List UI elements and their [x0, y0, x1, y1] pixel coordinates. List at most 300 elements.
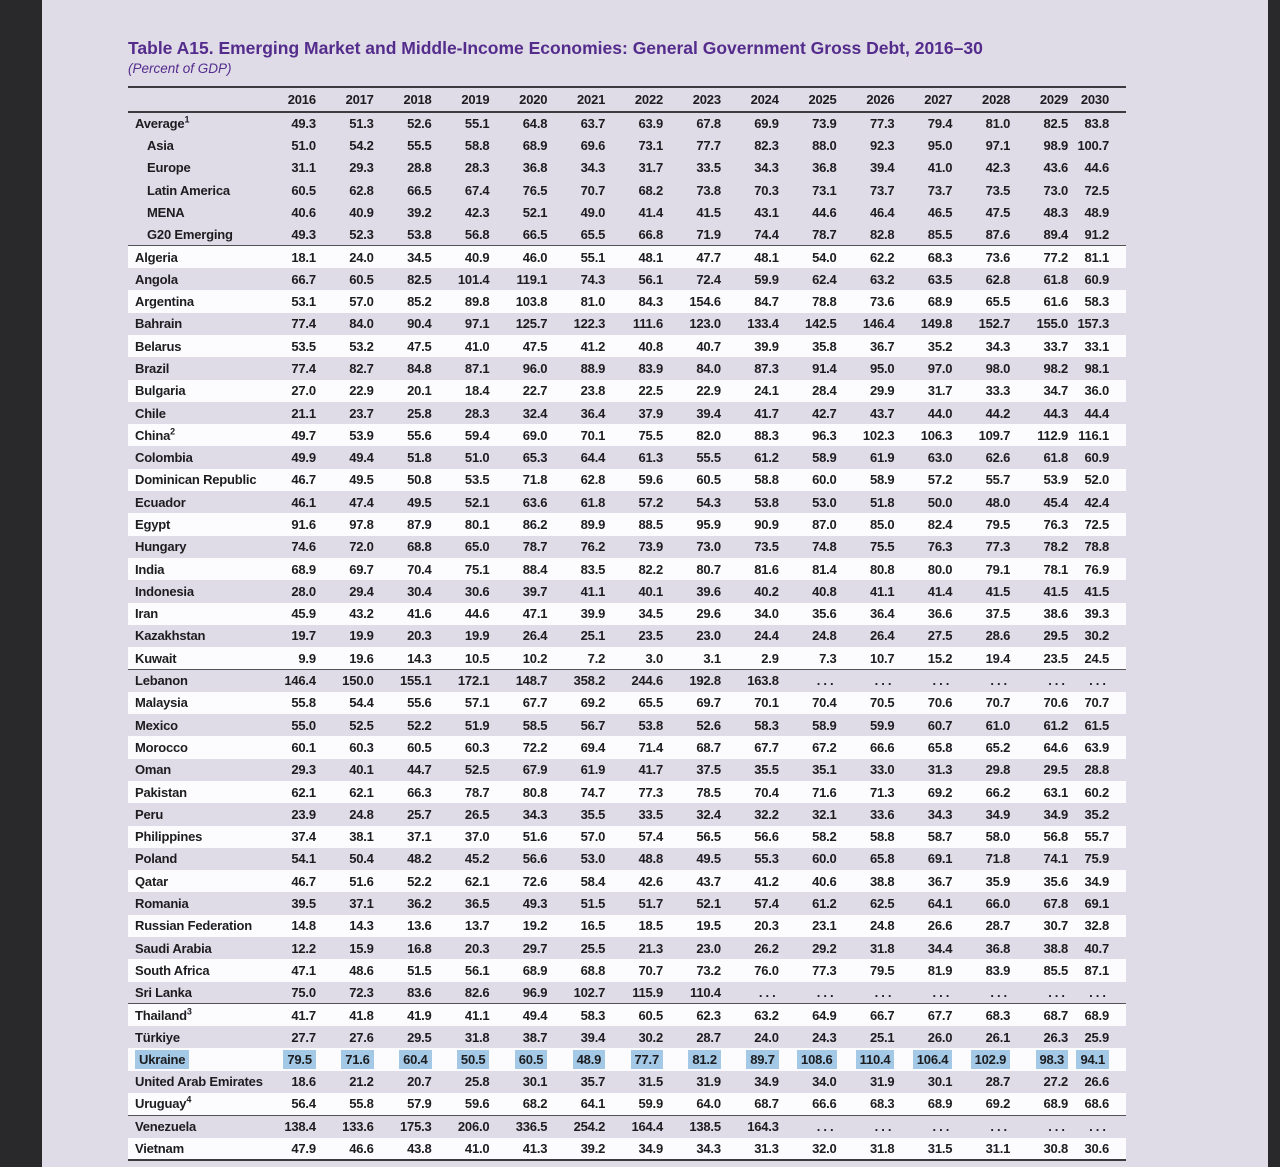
value-text: 70.7	[580, 182, 606, 198]
value-text: 34.7	[1043, 383, 1069, 399]
value-text: 62.1	[291, 784, 316, 800]
value-cell	[1010, 803, 1068, 825]
value-text: 26.1	[985, 1029, 1011, 1045]
value-cell	[605, 335, 663, 357]
value-cell	[605, 781, 663, 803]
value-cell	[316, 736, 374, 758]
value-text: 69.4	[580, 739, 606, 755]
value-cell	[605, 1138, 663, 1160]
value-text: ...	[758, 984, 779, 1000]
value-cell	[489, 1004, 547, 1026]
value-text: 73.9	[812, 116, 837, 132]
value-cell	[374, 268, 432, 290]
value-cell	[1068, 803, 1126, 825]
value-text: 41.6	[407, 606, 432, 622]
value-text: ...	[990, 984, 1011, 1000]
value-cell	[547, 982, 605, 1004]
value-cell	[316, 826, 374, 848]
value-text: 77.7	[696, 137, 721, 153]
value-text: 24.8	[812, 628, 837, 644]
year-header: 2030	[1068, 87, 1126, 112]
label-text: China$^2$	[135, 426, 175, 443]
value-cell	[432, 313, 490, 335]
value-cell	[489, 692, 547, 714]
value-cell	[1068, 1138, 1126, 1160]
value-cell	[837, 313, 895, 335]
value-cell	[663, 1138, 721, 1160]
value-text: 52.2	[407, 717, 432, 733]
value-text: 68.9	[1084, 1007, 1109, 1023]
value-cell	[258, 669, 316, 691]
value-cell	[721, 1115, 779, 1137]
table-row	[128, 268, 1126, 290]
value-text: 102.3	[862, 427, 895, 443]
value-text: 58.9	[812, 717, 837, 733]
value-cell	[1010, 669, 1068, 691]
label-text: Malaysia	[135, 695, 188, 711]
value-text: 23.5	[1043, 650, 1069, 666]
value-text: 33.6	[869, 806, 895, 822]
value-text: ...	[1048, 984, 1069, 1000]
value-text: 29.5	[407, 1029, 432, 1045]
value-text: 61.6	[1043, 294, 1069, 310]
value-text: 40.1	[638, 583, 664, 599]
value-cell	[258, 937, 316, 959]
value-cell	[1068, 469, 1126, 491]
value-text: 33.5	[696, 160, 721, 176]
value-text: 62.3	[696, 1007, 721, 1023]
value-cell	[432, 134, 490, 156]
value-cell	[1068, 1004, 1126, 1026]
value-cell	[605, 424, 663, 446]
row-label	[128, 290, 258, 312]
value-cell	[779, 290, 837, 312]
value-text: 69.9	[754, 116, 779, 132]
value-text: 115.9	[632, 984, 664, 1000]
value-text: 57.2	[927, 472, 953, 488]
value-text: 63.9	[1084, 739, 1109, 755]
label-text: Chile	[135, 405, 166, 421]
value-text: 69.0	[522, 427, 548, 443]
value-cell	[779, 781, 837, 803]
value-cell	[894, 201, 952, 223]
value-text: 64.9	[812, 1007, 837, 1023]
year-header: 2018	[374, 87, 432, 112]
value-text: 23.8	[580, 383, 606, 399]
table-row	[128, 1138, 1126, 1160]
value-cell	[374, 714, 432, 736]
value-text: 60.0	[812, 851, 837, 867]
value-cell	[837, 157, 895, 179]
value-text: 27.5	[927, 628, 953, 644]
value-text: 29.5	[1043, 628, 1069, 644]
left-dark-strip	[0, 0, 42, 1167]
label-text: Bahrain	[135, 316, 183, 332]
value-text: 34.4	[927, 940, 953, 956]
value-text: 61.2	[1043, 717, 1069, 733]
value-cell	[489, 669, 547, 691]
value-cell	[663, 201, 721, 223]
table-row	[128, 647, 1126, 669]
value-text: 69.7	[349, 561, 374, 577]
value-text: 68.9	[522, 137, 548, 153]
value-cell	[547, 335, 605, 357]
value-text: 149.8	[920, 316, 953, 332]
value-text: 30.2	[638, 1029, 664, 1045]
value-text: 44.0	[927, 405, 953, 421]
value-cell	[952, 826, 1010, 848]
value-cell	[1068, 826, 1126, 848]
value-cell	[1068, 937, 1126, 959]
value-text: 52.5	[349, 717, 374, 733]
value-text: 46.0	[522, 249, 548, 265]
table-row	[128, 246, 1126, 268]
row-label	[128, 1026, 258, 1048]
value-cell	[374, 692, 432, 714]
value-cell	[1010, 469, 1068, 491]
value-text: 36.7	[927, 873, 953, 889]
year-header: 2016	[258, 87, 316, 112]
value-text: 31.1	[985, 1140, 1011, 1156]
value-text: 85.0	[869, 516, 895, 532]
value-cell	[374, 402, 432, 424]
value-text: 25.8	[464, 1074, 490, 1090]
value-cell	[605, 268, 663, 290]
value-text: 68.9	[522, 962, 548, 978]
value-cell	[663, 313, 721, 335]
value-cell	[489, 759, 547, 781]
value-text: 71.9	[696, 226, 721, 242]
year-header-row	[128, 87, 1126, 112]
value-text: 35.6	[812, 606, 837, 622]
value-cell	[489, 870, 547, 892]
value-cell	[432, 536, 490, 558]
label-text: Average$^1$	[135, 114, 190, 132]
value-text: 33.7	[1043, 338, 1069, 354]
value-text: 28.7	[985, 918, 1011, 934]
label-text: Türkiye	[135, 1029, 180, 1045]
value-text: 43.2	[349, 606, 374, 622]
value-cell	[258, 959, 316, 981]
value-text: 85.5	[927, 226, 953, 242]
value-cell	[1010, 357, 1068, 379]
value-cell	[1010, 246, 1068, 268]
value-text: 45.4	[1043, 494, 1069, 510]
row-label	[128, 982, 258, 1004]
value-cell	[894, 380, 952, 402]
row-label	[128, 223, 258, 245]
value-cell	[779, 1026, 837, 1048]
value-text: 10.7	[869, 650, 895, 666]
value-text: 88.5	[638, 516, 664, 532]
value-text: 49.5	[696, 851, 721, 867]
value-text: 83.5	[580, 561, 606, 577]
value-cell	[1068, 603, 1126, 625]
value-cell	[837, 848, 895, 870]
label-text: Argentina	[135, 294, 194, 310]
highlighted-value: 81.2	[688, 1050, 721, 1069]
value-cell	[779, 1093, 837, 1115]
value-cell	[894, 915, 952, 937]
value-text: 49.0	[580, 204, 606, 220]
value-cell	[837, 803, 895, 825]
value-text: 52.1	[464, 494, 490, 510]
row-label	[128, 335, 258, 357]
value-text: 57.1	[464, 695, 490, 711]
value-text: ...	[1089, 673, 1109, 689]
row-label	[128, 937, 258, 959]
value-cell	[432, 335, 490, 357]
value-text: 77.4	[291, 316, 316, 332]
row-label	[128, 424, 258, 446]
value-cell	[779, 826, 837, 848]
value-text: 29.3	[291, 762, 316, 778]
value-text: 95.0	[869, 360, 895, 376]
value-cell	[374, 625, 432, 647]
value-cell	[952, 1138, 1010, 1160]
value-cell	[952, 603, 1010, 625]
value-cell	[779, 603, 837, 625]
value-cell	[316, 915, 374, 937]
value-text: 16.5	[580, 918, 606, 934]
value-text: 58.3	[580, 1007, 606, 1023]
value-text: 70.1	[754, 695, 779, 711]
value-cell	[432, 513, 490, 535]
value-text: 34.3	[754, 160, 779, 176]
value-text: 70.7	[638, 962, 664, 978]
value-cell	[547, 313, 605, 335]
value-cell	[605, 1048, 663, 1070]
value-cell	[837, 1048, 895, 1070]
value-cell	[605, 937, 663, 959]
value-cell	[258, 157, 316, 179]
value-text: 39.9	[754, 338, 779, 354]
value-text: 52.5	[464, 762, 490, 778]
value-text: 22.9	[696, 383, 721, 399]
value-text: 40.7	[1084, 940, 1109, 956]
value-cell	[258, 848, 316, 870]
value-cell	[316, 1138, 374, 1160]
value-text: 10.2	[522, 650, 548, 666]
value-text: 84.0	[696, 360, 721, 376]
value-text: 157.3	[1077, 316, 1109, 332]
value-text: 63.9	[638, 116, 664, 132]
value-cell	[663, 892, 721, 914]
value-text: ...	[932, 1119, 953, 1135]
value-text: 58.9	[869, 472, 895, 488]
value-text: 28.7	[985, 1074, 1011, 1090]
value-text: 40.6	[812, 873, 837, 889]
table-body	[128, 112, 1126, 1160]
value-cell	[1068, 915, 1126, 937]
value-cell	[1010, 179, 1068, 201]
value-cell	[547, 781, 605, 803]
value-text: 67.9	[522, 762, 548, 778]
value-cell	[894, 603, 952, 625]
value-cell	[894, 1026, 952, 1048]
value-cell	[779, 759, 837, 781]
value-text: 40.8	[812, 583, 837, 599]
value-text: 18.5	[638, 918, 664, 934]
value-cell	[721, 647, 779, 669]
value-text: 41.0	[464, 338, 490, 354]
value-text: 36.8	[812, 160, 837, 176]
value-cell	[432, 892, 490, 914]
value-text: 29.3	[349, 160, 374, 176]
value-text: 53.8	[754, 494, 779, 510]
value-cell	[894, 1115, 952, 1137]
value-cell	[316, 669, 374, 691]
value-cell	[547, 937, 605, 959]
value-text: 152.7	[978, 316, 1011, 332]
value-text: 51.9	[464, 717, 490, 733]
value-text: 62.5	[869, 896, 895, 912]
label-text: Vietnam	[135, 1140, 184, 1156]
value-cell	[547, 134, 605, 156]
value-cell	[894, 826, 952, 848]
value-text: 49.4	[522, 1007, 548, 1023]
table-row	[128, 692, 1126, 714]
value-text: 101.4	[457, 271, 490, 287]
value-cell	[547, 446, 605, 468]
value-cell	[489, 848, 547, 870]
value-text: 68.2	[522, 1096, 548, 1112]
value-cell	[952, 179, 1010, 201]
value-cell	[258, 446, 316, 468]
value-cell	[663, 513, 721, 535]
value-cell	[1068, 335, 1126, 357]
value-cell	[489, 357, 547, 379]
value-text: 67.7	[754, 739, 779, 755]
value-text: 62.1	[464, 873, 490, 889]
value-cell	[952, 1071, 1010, 1093]
value-cell	[721, 781, 779, 803]
value-text: 41.1	[464, 1007, 490, 1023]
value-cell	[316, 1115, 374, 1137]
value-text: 19.9	[349, 628, 374, 644]
value-text: 41.4	[638, 204, 664, 220]
value-text: 37.0	[464, 829, 490, 845]
value-text: 87.6	[985, 226, 1011, 242]
value-cell	[316, 179, 374, 201]
value-cell	[489, 1048, 547, 1070]
value-text: 34.3	[580, 160, 606, 176]
value-text: 70.7	[1084, 695, 1109, 711]
row-label	[128, 1048, 258, 1070]
value-cell	[547, 536, 605, 558]
value-text: 71.3	[869, 784, 895, 800]
value-text: 27.0	[291, 383, 316, 399]
value-cell	[1010, 513, 1068, 535]
value-cell	[432, 803, 490, 825]
value-text: 41.5	[985, 583, 1011, 599]
value-cell	[663, 469, 721, 491]
value-cell	[894, 179, 952, 201]
value-text: 36.5	[464, 896, 490, 912]
value-cell	[779, 469, 837, 491]
value-cell	[721, 848, 779, 870]
value-text: 19.2	[522, 918, 548, 934]
value-text: 61.9	[580, 762, 606, 778]
value-text: 27.2	[1043, 1074, 1069, 1090]
value-cell	[837, 1093, 895, 1115]
value-text: 70.4	[407, 561, 432, 577]
value-text: ...	[874, 984, 895, 1000]
table-row	[128, 536, 1126, 558]
value-cell	[721, 157, 779, 179]
value-text: 34.9	[1043, 806, 1069, 822]
value-cell	[779, 1004, 837, 1026]
value-cell	[605, 669, 663, 691]
value-text: 254.2	[573, 1119, 606, 1135]
value-cell	[779, 402, 837, 424]
value-text: 74.7	[580, 784, 606, 800]
value-cell	[663, 937, 721, 959]
value-text: ...	[932, 984, 953, 1000]
value-text: 72.4	[696, 271, 721, 287]
value-text: 53.2	[349, 338, 374, 354]
value-cell	[663, 558, 721, 580]
value-text: 68.9	[291, 561, 316, 577]
value-text: 66.8	[638, 226, 664, 242]
value-cell	[1068, 223, 1126, 245]
value-cell	[1068, 1115, 1126, 1137]
value-text: 53.0	[580, 851, 606, 867]
value-cell	[1068, 491, 1126, 513]
value-text: 73.7	[869, 182, 895, 198]
value-cell	[837, 179, 895, 201]
value-text: 110.4	[690, 984, 721, 1000]
table-title: Table A15. Emerging Market and Middle-Income Economies: General Government Gross Debt, 2016–30	[128, 38, 983, 58]
value-text: 40.9	[464, 249, 490, 265]
value-text: 54.1	[291, 851, 316, 867]
value-text: 23.0	[696, 940, 721, 956]
value-cell	[432, 580, 490, 602]
value-text: 48.6	[349, 962, 374, 978]
value-text: 35.8	[812, 338, 837, 354]
value-cell	[258, 759, 316, 781]
value-text: 50.8	[407, 472, 432, 488]
table-row	[128, 915, 1126, 937]
value-cell	[316, 246, 374, 268]
value-text: 55.1	[464, 116, 490, 132]
value-text: 25.7	[407, 806, 432, 822]
value-text: 39.4	[869, 160, 895, 176]
value-cell	[374, 1004, 432, 1026]
value-text: 75.9	[1084, 851, 1109, 867]
value-cell	[1068, 558, 1126, 580]
value-text: 31.7	[927, 383, 953, 399]
value-text: 49.3	[522, 896, 548, 912]
value-text: 43.1	[754, 204, 779, 220]
value-cell	[721, 424, 779, 446]
value-text: 65.0	[464, 539, 490, 555]
value-text: 25.1	[869, 1029, 895, 1045]
value-cell	[316, 313, 374, 335]
value-text: 34.3	[985, 338, 1011, 354]
value-text: 47.9	[291, 1140, 316, 1156]
value-cell	[721, 313, 779, 335]
value-cell	[258, 982, 316, 1004]
value-text: 34.3	[696, 1140, 721, 1156]
value-cell	[605, 915, 663, 937]
value-cell	[374, 647, 432, 669]
value-cell	[432, 826, 490, 848]
value-cell	[489, 1093, 547, 1115]
value-cell	[837, 647, 895, 669]
value-cell	[258, 558, 316, 580]
value-cell	[432, 982, 490, 1004]
